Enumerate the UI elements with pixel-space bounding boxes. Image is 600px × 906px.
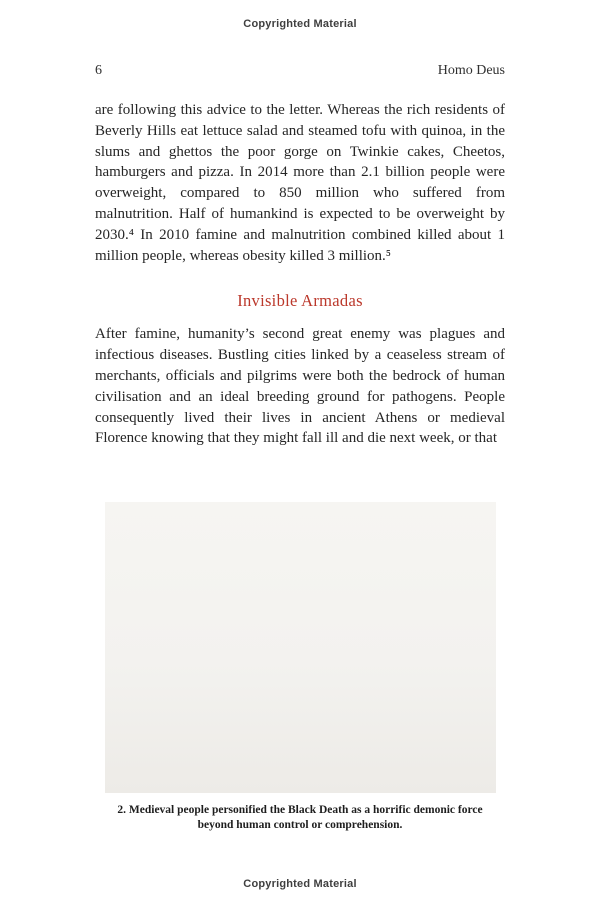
copyright-notice-top: Copyrighted Material (243, 18, 357, 30)
section-heading: Invisible Armadas (237, 291, 363, 311)
copyright-notice-bottom: Copyrighted Material (243, 878, 357, 890)
running-header (95, 63, 505, 79)
figure-block (0, 502, 600, 832)
page-body (95, 100, 505, 449)
figure-image (105, 502, 496, 793)
page-number: 6 (95, 63, 102, 78)
body-paragraph-2: After famine, humanity’s second great enemy was plagues and infectious diseases. Bustling cities linked by a ceaseless stream of merchants, officials and pilgrims were both the bedrock of human civilisation and an ideal breeding ground for pathogens. People consequently lived their lives in ancient Athens or medieval Florence knowing that they might fall ill and die next week, or that (95, 326, 505, 447)
running-title: Homo Deus (437, 63, 505, 78)
body-paragraph-1: are following this advice to the letter. Whereas the rich residents of Beverly Hills eat lettuce salad and steamed tofu with quinoa, in the slums and ghettos the poor gorge on Twinkie cakes, Cheetos, hamburgers and pizza. In 2014 more than 2.1 billion people were overweight, compared to 850 million who suffered from malnutrition. Half of humankind is expected to be overweight by 2030.⁴ In 2010 famine and malnutrition combined killed about 1 million people, whereas obesity killed 3 million.⁵ (95, 102, 505, 264)
figure-caption: 2. Medieval people personified the Black Death as a horrific demonic force beyond human control or comprehension. (117, 804, 483, 831)
